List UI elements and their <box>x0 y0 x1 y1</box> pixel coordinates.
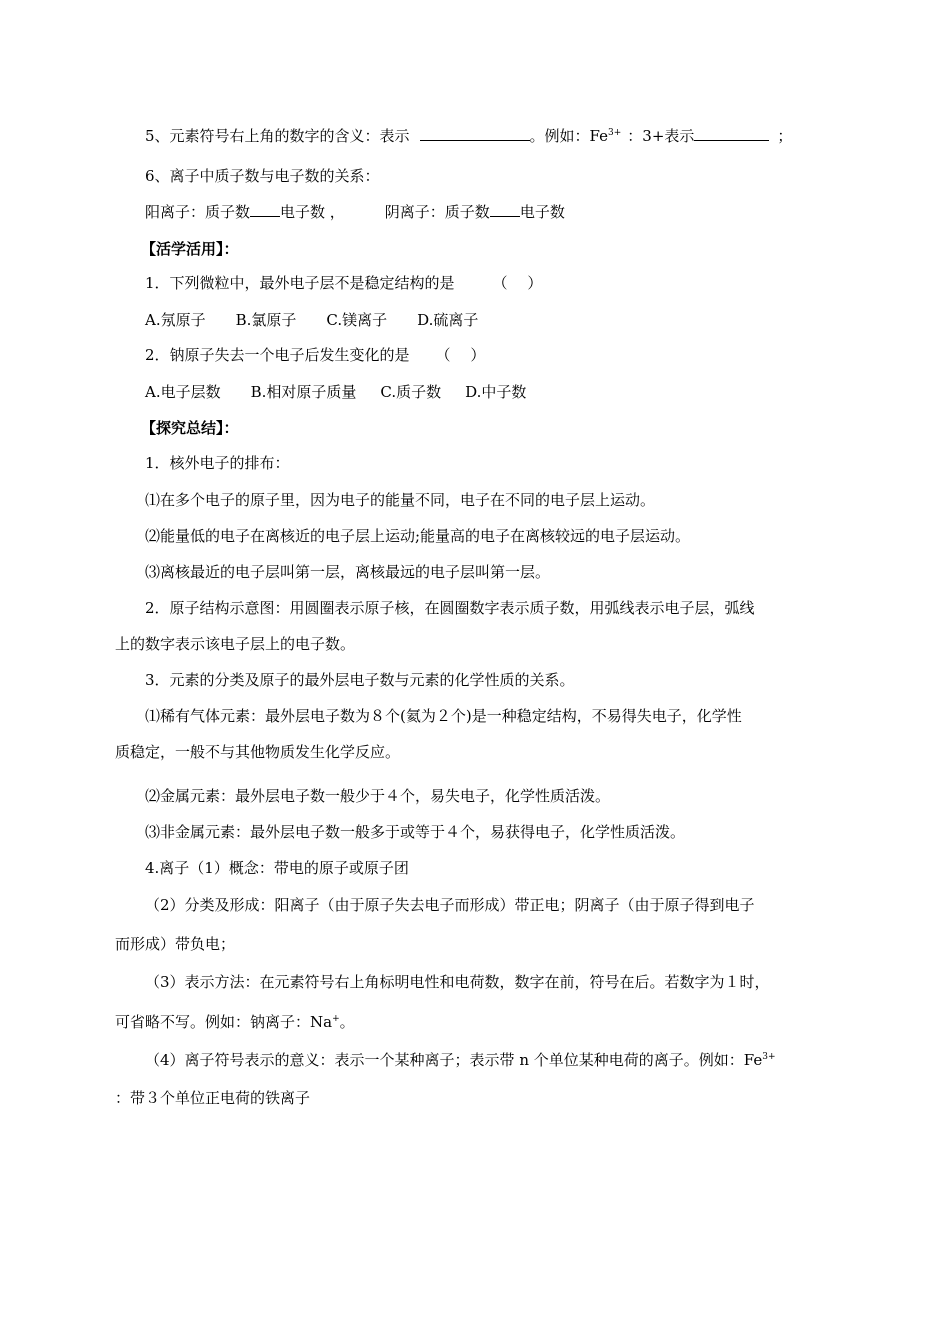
question-6-detail <box>145 202 565 222</box>
practice-q1-options <box>145 310 478 330</box>
summary-2-a: 2．原子结构示意图：用圆圈表示原子核，在圆圈数字表示质子数，用弧线表示电子层，弧线 <box>145 599 755 617</box>
practice-q1-paren: （ ） <box>492 274 543 292</box>
summary-1-3: ⑶离核最近的电子层叫第一层，离核最远的电子层叫第一层。 <box>145 563 551 581</box>
practice-heading: 【活学活用】： <box>141 240 239 258</box>
option-c[interactable]: C.质子数 <box>380 383 442 401</box>
summary-3-1-b: 质稳定，一般不与其他物质发生化学反应。 <box>115 743 401 761</box>
option-a[interactable]: A.氖原子 <box>145 311 206 329</box>
summary-4-3-b-text: 可省略不写。例如：钠离子：Na <box>115 1013 333 1031</box>
q5-mid: 。例如：Fe <box>529 127 609 145</box>
summary-4-4-a-sup: 3+ <box>762 1052 776 1062</box>
practice-q2-text: 2．钠原子失去一个电子后发生变化的是 <box>145 346 410 364</box>
practice-q2 <box>145 345 485 365</box>
summary-4-4-a-text: （4）离子符号表示的意义：表示一个某种离子；表示带 n 个单位某种电荷的离子。例如：Fe <box>145 1051 763 1069</box>
summary-3-3: ⑶非金属元素：最外层电子数一般多于或等于４个，易获得电子，化学性质活泼。 <box>145 823 686 841</box>
summary-2-b: 上的数字表示该电子层上的电子数。 <box>115 635 356 653</box>
q5-sup: 3+ <box>608 128 622 138</box>
cation-blank[interactable] <box>250 202 280 217</box>
option-d[interactable]: D.硫离子 <box>417 311 479 329</box>
summary-4-3-b <box>115 1012 355 1032</box>
summary-1-1: ⑴在多个电子的原子里，因为电子的能量不同，电子在不同的电子层上运动。 <box>145 491 656 509</box>
summary-1: 1．核外电子的排布： <box>145 454 290 472</box>
q5-blank-1[interactable] <box>420 126 530 141</box>
summary-4-4-b: ：带３个单位正电荷的铁离子 <box>115 1089 311 1107</box>
summary-4-3-b-end: 。 <box>339 1013 355 1031</box>
summary-4-3-b-sup: + <box>332 1014 340 1024</box>
summary-4-3-a: （3）表示方法：在元素符号右上角标明电性和电荷数，数字在前，符号在后。若数字为１时， <box>145 973 770 991</box>
option-d[interactable]: D.中子数 <box>465 383 527 401</box>
summary-4-2-b: 而形成）带负电； <box>115 935 236 953</box>
practice-q1 <box>145 273 542 293</box>
summary-4-4-a <box>145 1050 776 1070</box>
q5-end: ； <box>777 127 793 145</box>
summary-3: 3．元素的分类及原子的最外层电子数与元素的化学性质的关系。 <box>145 671 575 689</box>
summary-4-2-a: （2）分类及形成：阳离子（由于原子失去电子而形成）带正电；阴离子（由于原子得到电子 <box>145 896 755 914</box>
q5-blank-2[interactable] <box>694 126 769 141</box>
option-c[interactable]: C.镁离子 <box>326 311 388 329</box>
summary-1-2: ⑵能量低的电子在离核近的电子层上运动;能量高的电子在离核较远的电子层运动。 <box>145 527 691 545</box>
cation-tail: 电子数 ， <box>280 203 345 221</box>
summary-4: 4.离子（1）概念：带电的原子或原子团 <box>145 859 409 877</box>
option-a[interactable]: A.电子层数 <box>145 383 221 401</box>
q5-prefix: 5、元素符号右上角的数字的含义：表示 <box>145 127 410 145</box>
practice-q2-paren: （ ） <box>435 346 486 364</box>
cation-label: 阳离子：质子数 <box>145 203 251 221</box>
q5-mid2: ：3+表示 <box>627 127 695 145</box>
anion-label: 阴离子：质子数 <box>384 203 490 221</box>
summary-3-1-a: ⑴稀有气体元素：最外层电子数为８个(氦为２个)是一种稳定结构，不易得失电子，化学性 <box>145 707 742 725</box>
question-5 <box>145 126 792 146</box>
practice-q1-text: 1．下列微粒中，最外电子层不是稳定结构的是 <box>145 274 455 292</box>
anion-blank[interactable] <box>490 202 520 217</box>
practice-q2-options <box>145 382 526 402</box>
option-b[interactable]: B.相对原子质量 <box>250 383 357 401</box>
summary-heading: 【探究总结】： <box>141 419 239 437</box>
anion-tail: 电子数 <box>519 203 565 221</box>
option-b[interactable]: B.氯原子 <box>235 311 297 329</box>
question-6-title: 6、离子中质子数与电子数的关系： <box>145 167 380 185</box>
summary-3-2: ⑵金属元素：最外层电子数一般少于４个，易失电子，化学性质活泼。 <box>145 787 611 805</box>
